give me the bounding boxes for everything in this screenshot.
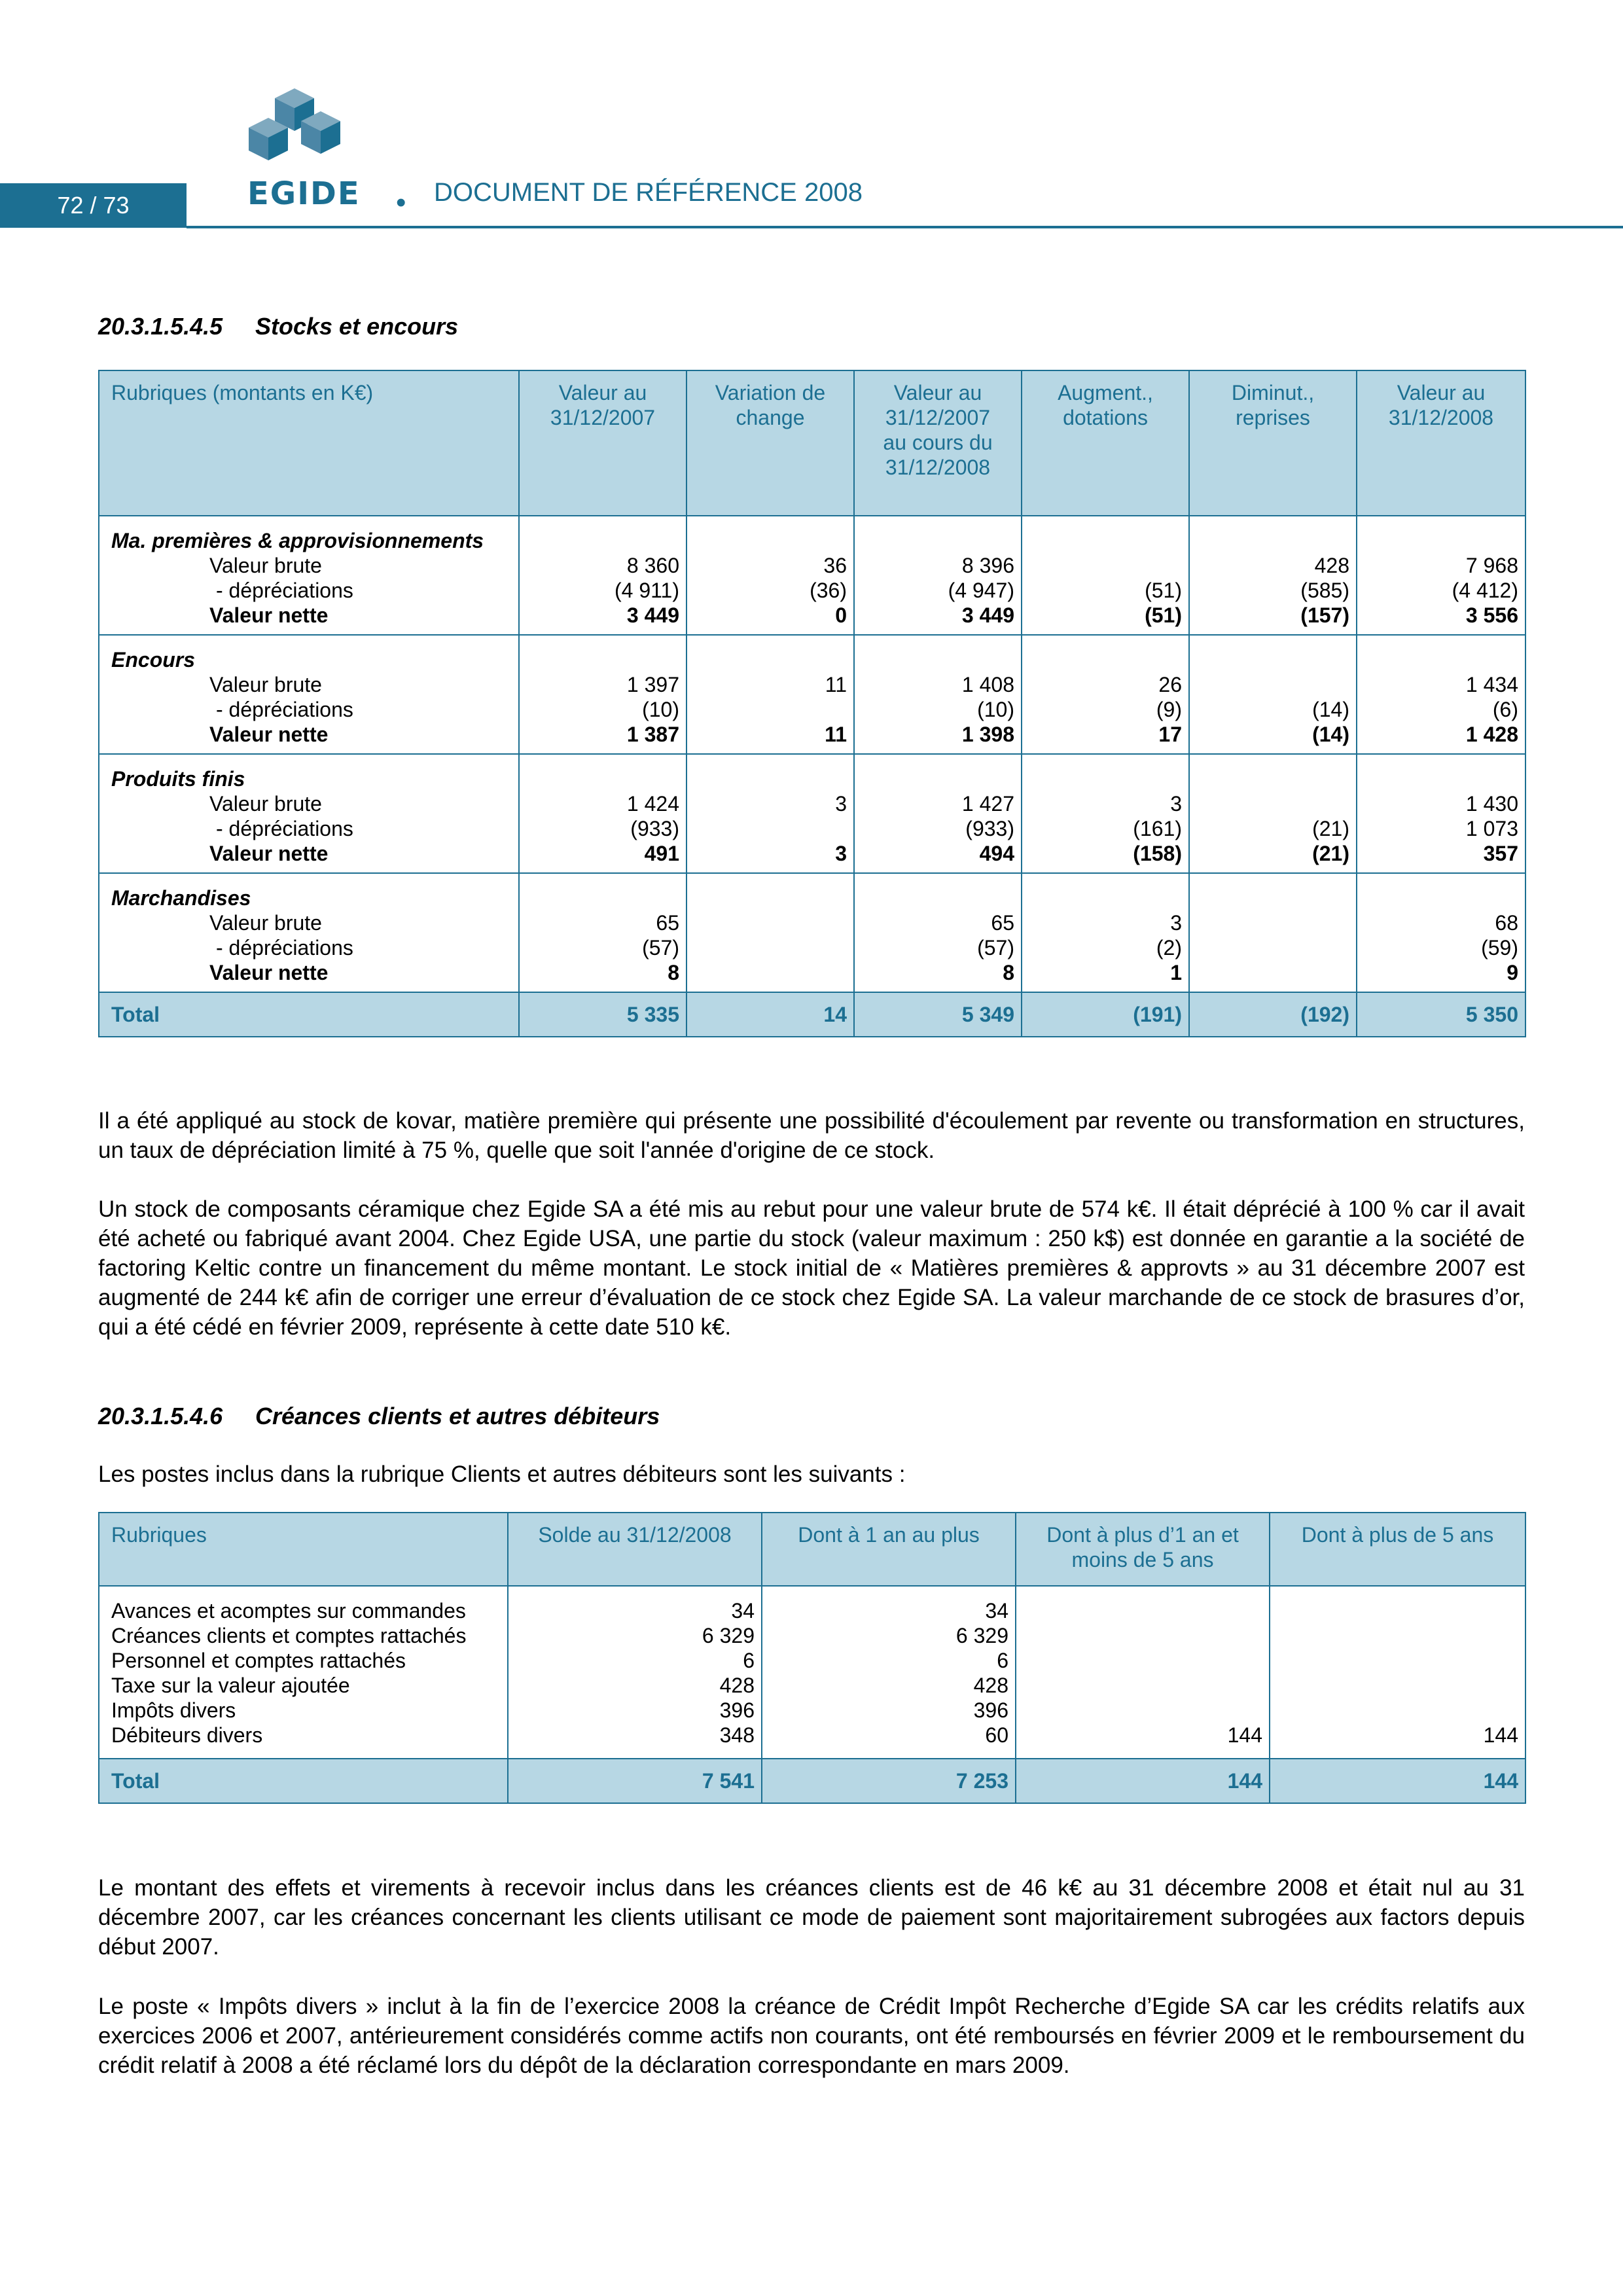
value-nette: 0 xyxy=(835,603,847,627)
value-cell xyxy=(1189,873,1357,992)
value-brute xyxy=(694,910,847,935)
value-brute: 8 396 xyxy=(961,554,1014,577)
value-depreciation: (10) xyxy=(642,698,679,721)
value-cell xyxy=(519,873,687,992)
section-number: 20.3.1.5.4.5 xyxy=(98,313,223,340)
value xyxy=(1277,1698,1518,1723)
value-depreciation: (4 947) xyxy=(948,579,1014,602)
value-cell xyxy=(519,635,687,754)
spacer xyxy=(861,647,1014,672)
total-value: 5 335 xyxy=(519,992,687,1037)
spacer xyxy=(861,886,1014,910)
value-cell xyxy=(1357,873,1525,992)
header-line: Valeur au xyxy=(1397,381,1486,404)
value xyxy=(1277,1623,1518,1648)
total-value: 144 xyxy=(1016,1759,1270,1803)
value-nette: 8 xyxy=(1003,961,1014,984)
value-depreciation: (933) xyxy=(630,817,679,840)
value-cell xyxy=(687,516,854,635)
row-group-label xyxy=(99,635,519,754)
value-cell xyxy=(687,873,854,992)
value xyxy=(1277,1648,1518,1673)
value xyxy=(1023,1648,1262,1673)
value xyxy=(1277,1673,1518,1698)
header-rule xyxy=(187,226,1623,228)
paragraph-impots: Le poste « Impôts divers » inclut à la fin de l’exercice 2008 la créance de Crédit Impôt Recherche d’Egide SA car les crédits relatifs aux exercices 2006 et 2007, antérieurement considérés comme actifs non courants, ont été remboursés en février 2009 et le remboursement du crédit relatif à 2008 a été réclamé lors du dépôt de la déclaration correspondante en mars 2009. xyxy=(98,1994,1525,2078)
total-value: 7 253 xyxy=(762,1759,1016,1803)
header-line: dotations xyxy=(1063,406,1148,429)
spacer xyxy=(526,886,679,910)
total-value: 5 349 xyxy=(854,992,1022,1037)
header-bullet: • xyxy=(396,187,406,219)
value-depreciation xyxy=(694,697,847,722)
column-header xyxy=(1022,370,1189,516)
value-nette: 357 xyxy=(1483,842,1518,865)
value-brute: 3 xyxy=(1170,911,1182,935)
value-nette: 11 xyxy=(825,723,847,746)
row-group-label xyxy=(99,516,519,635)
header-line: Solde au 31/12/2008 xyxy=(538,1523,732,1547)
row-labels xyxy=(99,1586,508,1759)
group-title: Ma. premières & approvisionnements xyxy=(111,529,484,552)
value-cell xyxy=(1016,1586,1270,1759)
value: 6 xyxy=(743,1649,755,1672)
value-depreciation: (14) xyxy=(1312,698,1349,721)
total-value: 5 350 xyxy=(1357,992,1525,1037)
table-row xyxy=(99,516,1525,635)
row-group-label xyxy=(99,754,519,873)
value-nette: 3 xyxy=(835,842,847,865)
group-title: Encours xyxy=(111,648,196,672)
paragraph-kovar: Il a été appliqué au stock de kovar, matière première qui présente une possibilité d'écoulement par revente ou transformation en structures, un taux de dépréciation limité à 75 %, quelle que soit l'année d'origine de ce stock. xyxy=(98,1108,1525,1163)
value-nette: 1 428 xyxy=(1465,723,1518,746)
value: 34 xyxy=(731,1599,755,1623)
header-line: 31/12/2007 xyxy=(550,406,656,429)
row-label: - dépréciations xyxy=(216,698,353,721)
paragraph-intro-creances: Les postes inclus dans la rubrique Clients et autres débiteurs sont les suivants : xyxy=(98,1462,906,1487)
spacer xyxy=(526,766,679,791)
row-label: Valeur brute xyxy=(209,792,322,816)
row-label: Valeur nette xyxy=(209,723,329,746)
value-cell xyxy=(1357,754,1525,873)
value-brute: 1 434 xyxy=(1465,673,1518,696)
value-brute: 1 427 xyxy=(961,792,1014,816)
paragraph-ceramique: Un stock de composants céramique chez Egide SA a été mis au rebut pour une valeur brute de 574 k€. Il était déprécié à 100 % car il avait été acheté ou fabriqué avant 2004. Chez Egide USA, une partie du stock (valeur maximum : 250 k$) est donnée en garantie a la société de factoring Keltic contre un financement du même montant. Le stock initial de « Matières premières & approvts » au 31 décembre 2007 est augmenté de 244 k€ afin de corriger une erreur d’évaluation de ce stock chez Egide SA. La valeur marchande de ce stock de brasures d’or, qui a été cédé en février 2009, représente à cette date 510 k€. xyxy=(98,1196,1525,1340)
value-cell xyxy=(762,1586,1016,1759)
header-line: Rubriques xyxy=(111,1523,207,1547)
value: 396 xyxy=(719,1698,755,1722)
row-label: Valeur brute xyxy=(209,911,322,935)
value-cell xyxy=(1357,516,1525,635)
column-header xyxy=(519,370,687,516)
header-line: change xyxy=(736,406,805,429)
value-brute: 26 xyxy=(1158,673,1182,696)
spacer xyxy=(1029,886,1182,910)
value-cell xyxy=(687,754,854,873)
value-brute: 1 397 xyxy=(626,673,679,696)
value-depreciation: (585) xyxy=(1300,579,1349,602)
value-brute: 11 xyxy=(825,673,847,696)
value-depreciation: (6) xyxy=(1492,698,1518,721)
value: 144 xyxy=(1483,1723,1518,1747)
value-cell xyxy=(519,754,687,873)
value-brute: 68 xyxy=(1495,911,1518,935)
row-label: - dépréciations xyxy=(216,579,353,602)
table-header-row xyxy=(99,1513,1525,1586)
total-row xyxy=(99,992,1525,1037)
value-depreciation: (933) xyxy=(965,817,1014,840)
value-depreciation: (161) xyxy=(1133,817,1182,840)
value: 428 xyxy=(973,1674,1008,1697)
total-value: 14 xyxy=(687,992,854,1037)
value-cell xyxy=(1022,873,1189,992)
header-line: au cours du xyxy=(883,431,993,454)
row-label: Débiteurs divers xyxy=(111,1723,263,1747)
spacer xyxy=(861,528,1014,553)
row-label: Valeur nette xyxy=(209,603,329,627)
value-depreciation xyxy=(694,816,847,841)
total-value: (191) xyxy=(1022,992,1189,1037)
value-depreciation: (51) xyxy=(1145,579,1182,602)
value-brute xyxy=(1196,672,1349,697)
value xyxy=(1023,1673,1262,1698)
header-line: 31/12/2008 xyxy=(1388,406,1494,429)
spacer xyxy=(1364,647,1518,672)
row-label: - dépréciations xyxy=(216,817,353,840)
value-cell xyxy=(508,1586,762,1759)
header-line: 31/12/2008 xyxy=(885,456,991,479)
value-brute xyxy=(1029,553,1182,578)
value xyxy=(1023,1598,1262,1623)
value-nette: 1 398 xyxy=(961,723,1014,746)
value-nette: (21) xyxy=(1312,842,1349,865)
spacer xyxy=(861,766,1014,791)
value: 428 xyxy=(719,1674,755,1697)
value-nette: 9 xyxy=(1507,961,1518,984)
row-label: Valeur brute xyxy=(209,673,322,696)
value-brute: 65 xyxy=(656,911,679,935)
value-brute: 36 xyxy=(823,554,847,577)
header-line: Variation de xyxy=(715,381,826,404)
value-depreciation xyxy=(1196,935,1349,960)
group-title: Marchandises xyxy=(111,886,251,910)
table-row xyxy=(99,1586,1525,1759)
table-row xyxy=(99,635,1525,754)
header-line: Valeur au xyxy=(558,381,647,404)
value-nette xyxy=(694,960,847,985)
total-value: 7 541 xyxy=(508,1759,762,1803)
value-depreciation: (36) xyxy=(810,579,847,602)
table-header-row xyxy=(99,370,1525,516)
header-line: 31/12/2007 xyxy=(885,406,991,429)
value: 144 xyxy=(1227,1723,1262,1747)
value-brute xyxy=(1196,910,1349,935)
total-label: Total xyxy=(99,1759,508,1803)
row-label: Avances et acomptes sur commandes xyxy=(111,1599,466,1623)
value-cell xyxy=(687,635,854,754)
value-cell xyxy=(854,635,1022,754)
value-depreciation: (57) xyxy=(642,936,679,960)
column-header xyxy=(687,370,854,516)
value: 396 xyxy=(973,1698,1008,1722)
column-header xyxy=(762,1513,1016,1586)
value xyxy=(1023,1698,1262,1723)
total-label: Total xyxy=(99,992,519,1037)
value-brute: 1 408 xyxy=(961,673,1014,696)
value-cell xyxy=(1022,516,1189,635)
spacer xyxy=(694,528,847,553)
value-depreciation: (57) xyxy=(977,936,1014,960)
value xyxy=(1023,1623,1262,1648)
value: 6 xyxy=(997,1649,1008,1672)
section-number: 20.3.1.5.4.6 xyxy=(98,1403,223,1429)
value-depreciation: 1 073 xyxy=(1465,817,1518,840)
column-header xyxy=(1270,1513,1525,1586)
stocks-table xyxy=(98,370,1526,1037)
value-nette: 1 387 xyxy=(626,723,679,746)
row-group-label xyxy=(99,873,519,992)
value-cell xyxy=(1189,516,1357,635)
total-row xyxy=(99,1759,1525,1803)
value: 34 xyxy=(985,1599,1008,1623)
value-depreciation: (4 412) xyxy=(1452,579,1518,602)
value-nette: 491 xyxy=(644,842,679,865)
value-brute: 3 xyxy=(835,792,847,816)
spacer xyxy=(694,766,847,791)
value-depreciation: (59) xyxy=(1481,936,1518,960)
value-brute: 65 xyxy=(991,911,1014,935)
value-nette xyxy=(1196,960,1349,985)
value-brute: 7 968 xyxy=(1465,554,1518,577)
value-brute: 3 xyxy=(1170,792,1182,816)
header-line: Dont à plus d’1 an et xyxy=(1046,1523,1239,1547)
paragraph-effets: Le montant des effets et virements à recevoir inclus dans les créances clients est de 46 k€ au 31 décembre 2008 et était nul au 31 décembre 2007, car les créances concernant les clients utilisant ce mode de paiement sont majoritairement subrogées aux factors depuis début 2007. xyxy=(98,1875,1525,1960)
value-cell xyxy=(1022,635,1189,754)
value-nette: (14) xyxy=(1312,723,1349,746)
value: 348 xyxy=(719,1723,755,1747)
value-cell xyxy=(519,516,687,635)
value-depreciation: (21) xyxy=(1312,817,1349,840)
spacer xyxy=(1029,766,1182,791)
value-depreciation: (2) xyxy=(1156,936,1182,960)
section-title: Créances clients et autres débiteurs xyxy=(255,1403,660,1429)
row-label: Valeur nette xyxy=(209,961,329,984)
row-label: Taxe sur la valeur ajoutée xyxy=(111,1674,350,1697)
header-line: Valeur au xyxy=(893,381,982,404)
row-label: - dépréciations xyxy=(216,936,353,960)
value-brute: 8 360 xyxy=(626,554,679,577)
value-cell xyxy=(854,754,1022,873)
header-line: Dont à plus de 5 ans xyxy=(1301,1523,1494,1547)
row-label: Valeur brute xyxy=(209,554,322,577)
value-brute: 428 xyxy=(1314,554,1349,577)
spacer xyxy=(1196,528,1349,553)
value-cell xyxy=(854,516,1022,635)
value-cell xyxy=(1189,754,1357,873)
value-brute xyxy=(1196,791,1349,816)
row-label: Valeur nette xyxy=(209,842,329,865)
total-value: (192) xyxy=(1189,992,1357,1037)
creances-table xyxy=(98,1512,1526,1804)
value-depreciation: (9) xyxy=(1156,698,1182,721)
column-header xyxy=(99,370,519,516)
total-value: 144 xyxy=(1270,1759,1525,1803)
header-line: moins de 5 ans xyxy=(1071,1548,1214,1571)
spacer xyxy=(1029,528,1182,553)
value-cell xyxy=(1270,1586,1525,1759)
column-header xyxy=(508,1513,762,1586)
value-nette: (158) xyxy=(1133,842,1182,865)
spacer xyxy=(1364,766,1518,791)
column-header xyxy=(99,1513,508,1586)
value-nette: (51) xyxy=(1145,603,1182,627)
spacer xyxy=(526,528,679,553)
header-line: Rubriques (montants en K€) xyxy=(111,381,374,404)
section-title: Stocks et encours xyxy=(255,313,459,340)
value xyxy=(1277,1598,1518,1623)
spacer xyxy=(1196,647,1349,672)
row-label: Personnel et comptes rattachés xyxy=(111,1649,406,1672)
table-row xyxy=(99,754,1525,873)
group-title: Produits finis xyxy=(111,767,245,791)
spacer xyxy=(1196,766,1349,791)
value-nette: 3 449 xyxy=(961,603,1014,627)
column-header xyxy=(1357,370,1525,516)
value-nette: 1 xyxy=(1170,961,1182,984)
logo-text: EGIDE xyxy=(247,175,361,212)
spacer xyxy=(694,647,847,672)
value-nette: 3 449 xyxy=(626,603,679,627)
value-nette: 17 xyxy=(1158,723,1182,746)
value: 6 329 xyxy=(702,1624,755,1647)
header-line: Diminut., xyxy=(1231,381,1315,404)
value-cell xyxy=(1357,635,1525,754)
document-title: DOCUMENT DE RÉFÉRENCE 2008 xyxy=(434,178,863,207)
header-line: reprises xyxy=(1236,406,1310,429)
row-label: Créances clients et comptes rattachés xyxy=(111,1624,467,1647)
value-depreciation: (4 911) xyxy=(614,579,679,602)
spacer xyxy=(694,886,847,910)
section-heading-stocks xyxy=(98,313,458,340)
section-heading-creances xyxy=(98,1403,660,1430)
value-nette: (157) xyxy=(1300,603,1349,627)
column-header xyxy=(1189,370,1357,516)
column-header xyxy=(854,370,1022,516)
value: 60 xyxy=(985,1723,1008,1747)
page-number: 72 / 73 xyxy=(0,183,187,228)
value-nette: 8 xyxy=(668,961,679,984)
header-line: Dont à 1 an au plus xyxy=(798,1523,980,1547)
spacer xyxy=(1196,886,1349,910)
spacer xyxy=(1364,528,1518,553)
row-label: Impôts divers xyxy=(111,1698,236,1722)
value-nette: 3 556 xyxy=(1465,603,1518,627)
table-row xyxy=(99,873,1525,992)
value-brute: 1 424 xyxy=(626,792,679,816)
value-cell xyxy=(1189,635,1357,754)
value-nette: 494 xyxy=(979,842,1014,865)
value-cell xyxy=(854,873,1022,992)
value-cell xyxy=(1022,754,1189,873)
spacer xyxy=(1364,886,1518,910)
spacer xyxy=(526,647,679,672)
value-brute: 1 430 xyxy=(1465,792,1518,816)
value: 6 329 xyxy=(955,1624,1008,1647)
value-depreciation: (10) xyxy=(977,698,1014,721)
header-line: Augment., xyxy=(1058,381,1153,404)
spacer xyxy=(1029,647,1182,672)
value-depreciation xyxy=(694,935,847,960)
column-header xyxy=(1016,1513,1270,1586)
